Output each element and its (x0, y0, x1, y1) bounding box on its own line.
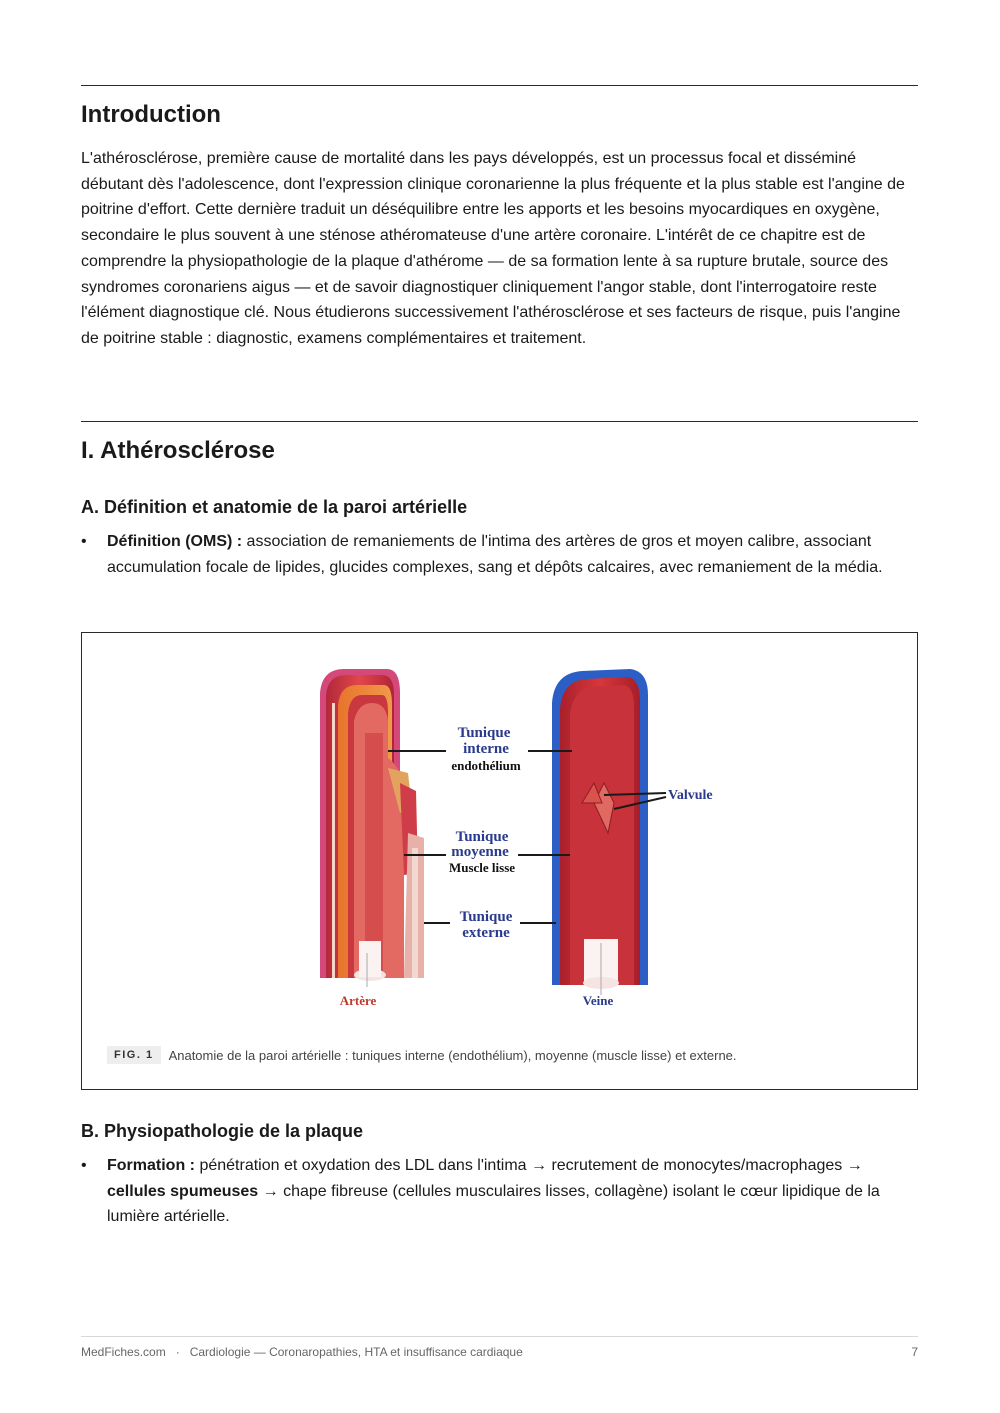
label-tunique-externe-1: Tunique (459, 909, 513, 925)
foam-cells-term: cellules spumeuses (107, 1182, 259, 1200)
footer-site: MedFiches.com (81, 1345, 166, 1359)
footer-separator: · (175, 1345, 180, 1359)
label-tunique-moyenne-1: Tunique (455, 829, 509, 845)
definition-term: Définition (OMS) : (107, 533, 243, 550)
label-tunique-interne-1: Tunique (457, 725, 511, 741)
label-artere: Artère (339, 993, 377, 1008)
definition-text: association de remaniements de l'intima des artères de gros et moyen calibre, associant accumulation focale de lipides, glucides complexes, sang et dépôts calcaires, avec remaniement de la média. (107, 533, 883, 576)
section-divider (81, 85, 918, 86)
page-footer (81, 1336, 918, 1359)
section-divider (81, 421, 918, 422)
subsection-a-heading: A. Définition et anatomie de la paroi artérielle (81, 497, 468, 517)
definition-list (81, 529, 901, 580)
section1-heading: I. Athérosclérose (81, 437, 275, 464)
figure-caption-text: Anatomie de la paroi artérielle : tuniques interne (endothélium), moyenne (muscle lisse) et externe. (168, 1047, 737, 1063)
physiopathology-list (81, 1153, 911, 1230)
label-valvule: Valvule (668, 788, 713, 803)
artery-drawing (320, 669, 424, 987)
label-tunique-moyenne-2: moyenne (451, 844, 509, 860)
label-endothelium: endothélium (451, 758, 521, 773)
formation-text: pénétration et oxydation des LDL dans l'intima → recrutement de monocytes/macrophages → (195, 1157, 863, 1174)
figure-caption (107, 1046, 737, 1064)
intro-paragraph: L'athérosclérose, première cause de mortalité dans les pays développés, est un processus focal et disséminé débutant dès l'adolescence, dont l'expression clinique coronarienne la plus fréquente et la plus stable est l'angine de poitrine d'effort. Cette dernière traduit un déséquilibre entre les apports et les besoins myocardiques en oxygène, secondaire le plus souvent à une sténose athéromateuse d'une artère coronaire. L'intérêt de ce chapitre est de comprendre la physiopathologie de la plaque d'athérome — de sa formation lente à sa rupture brutale, source des syndromes coronariens aigus — et de savoir diagnostiquer cliniquement l'angor stable, dont l'interrogatoire reste l'élément diagnostique clé. Nous étudierons successivement l'athérosclérose et ses facteurs de risque, puis l'angine de poitrine stable : diagnostic, examens complémentaires et traitement. (81, 150, 905, 347)
vein-drawing (552, 669, 648, 995)
page-number: 7 (911, 1345, 918, 1359)
list-item (81, 529, 901, 580)
figure-tag: FIG. 1 (107, 1046, 161, 1064)
label-muscle-lisse: Muscle lisse (448, 860, 516, 875)
figure-artery-anatomy (81, 632, 918, 1090)
subsection-b-heading: B. Physiopathologie de la plaque (81, 1121, 364, 1141)
formation-text-end: → chape fibreuse (cellules musculaires lisses, collagène) isolant le cœur lipidique de la lumière artérielle. (107, 1182, 880, 1226)
label-veine: Veine (582, 993, 614, 1008)
artery-vein-illustration (82, 633, 917, 1089)
list-item (81, 1153, 911, 1230)
footer-chapter: Cardiologie — Coronaropathies, HTA et insuffisance cardiaque (189, 1345, 523, 1359)
formation-term: Formation : (107, 1157, 195, 1174)
intro-heading: Introduction (81, 101, 221, 128)
label-tunique-externe-2: externe (462, 925, 510, 941)
label-tunique-interne-2: interne (463, 741, 509, 757)
